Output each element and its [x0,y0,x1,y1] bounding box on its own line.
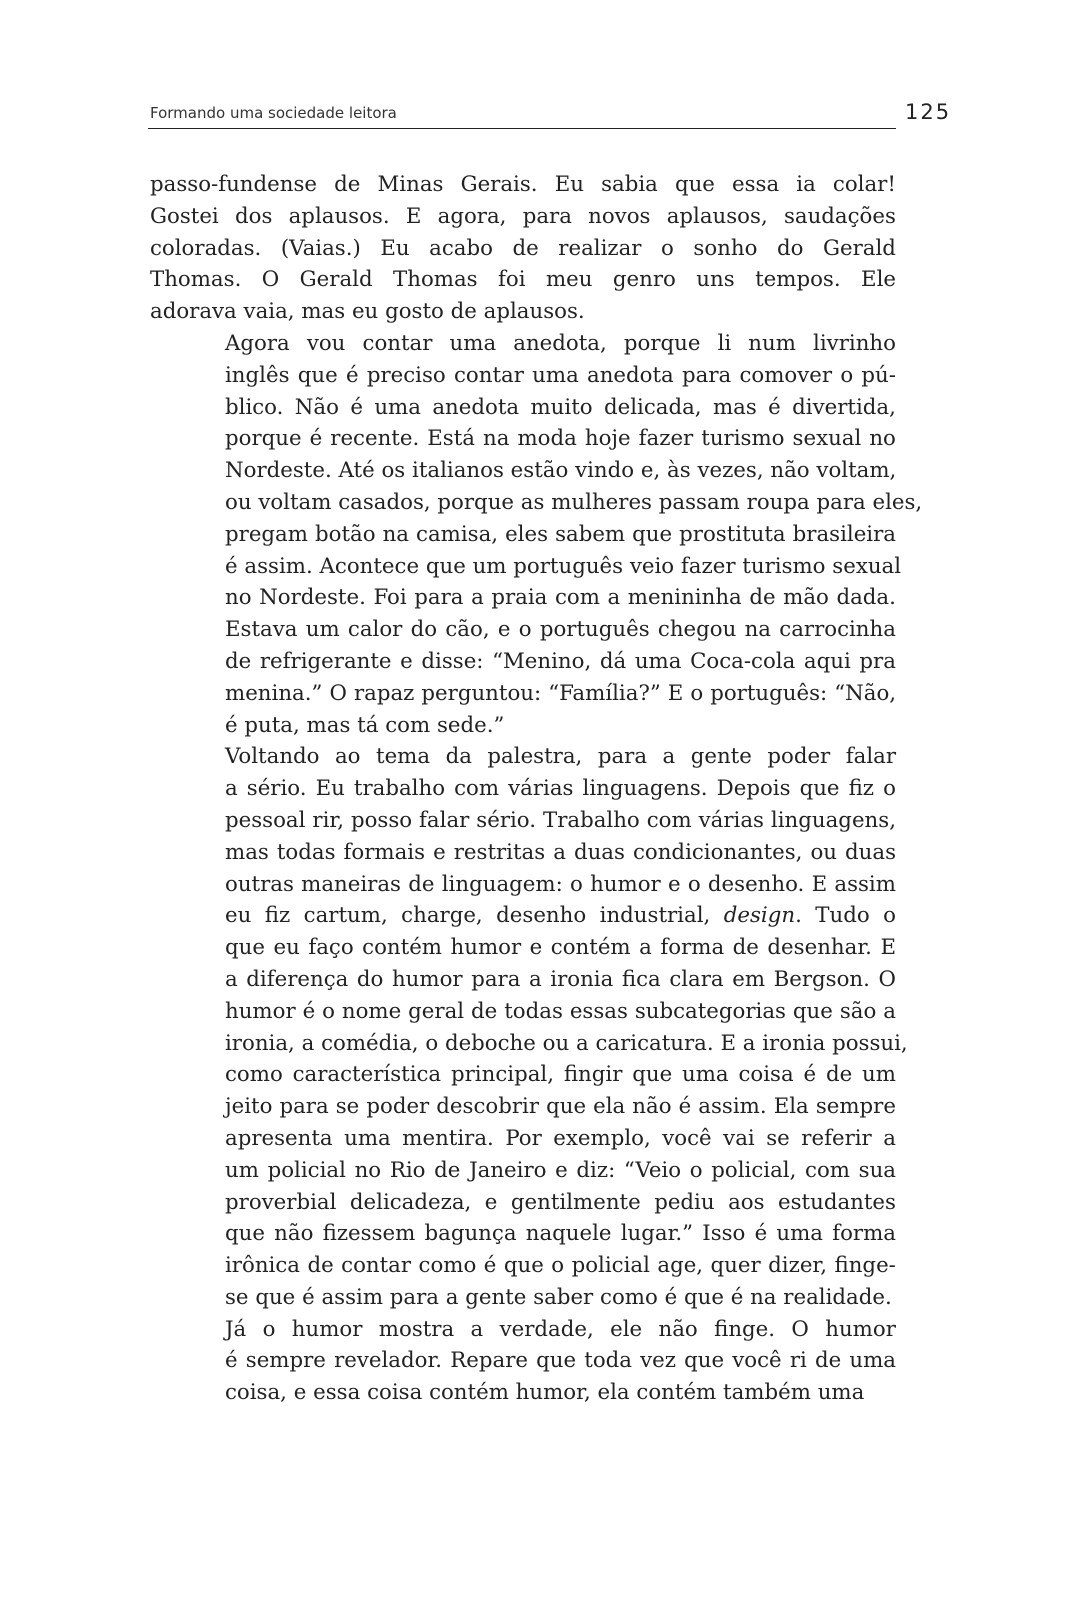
text-line: jeito para se poder descobrir que ela não é assim. Ela sempre [225,1094,896,1120]
text-line: Voltando ao tema da palestra, para a gente poder falar [225,744,897,770]
text-line: de refrigerante e disse: “Menino, dá uma Coca-cola aqui pra [225,648,896,674]
text-line: mas todas formais e restritas a duas condicionantes, ou duas [225,839,897,865]
text-line: menina.” O rapaz perguntou: “Família?” E o português: “Não, [225,680,897,706]
text-line: é sempre revelador. Repare que toda vez que você ri de uma [225,1348,896,1374]
text-line: se que é assim para a gente saber como é que é na realidade. [225,1284,892,1310]
text-line: é assim. Acontece que um português veio fazer turismo sexual [225,553,902,579]
running-header-title: Formando uma sociedade leitora [150,104,397,122]
text-line: que eu faço contém humor e contém a forma de desenhar. E [225,935,896,961]
text-line: irônica de contar como é que o policial age, quer dizer, finge- [225,1253,896,1279]
text-line: eu fiz cartum, charge, desenho industrial, design. Tudo o [225,903,896,929]
text-line: a diferença do humor para a ironia fica clara em Bergson. O [225,966,896,992]
running-header [148,102,896,129]
text-line: Thomas. O Gerald Thomas foi meu genro uns tempos. Ele [150,267,896,293]
text-line: humor é o nome geral de todas essas subcategorias que são a [225,998,896,1024]
text-line: é puta, mas tá com sede.” [225,712,505,738]
page-number: 125 [905,100,952,124]
text-line: inglês que é preciso contar uma anedota para comover o pú- [225,362,896,388]
text-line: blico. Não é uma anedota muito delicada, mas é divertida, [225,394,896,420]
text-line: Já o humor mostra a verdade, ele não finge. O humor [225,1316,896,1342]
paragraph [150,169,896,328]
text-line: proverbial delicadeza, e gentilmente pediu aos estudantes [225,1189,896,1215]
text-line: Gostei dos aplausos. E agora, para novos aplausos, saudações [150,203,896,229]
text-line: passo-fundense de Minas Gerais. Eu sabia que essa ia colar! [150,172,896,197]
text-line: Nordeste. Até os italianos estão vindo e, às vezes, não voltam, [225,458,897,484]
text-line: um policial no Rio de Janeiro e diz: “Veio o policial, com sua [225,1157,896,1183]
text-line: coloradas. (Vaias.) Eu acabo de realizar o sonho do Gerald [150,235,896,261]
text-line: outras maneiras de linguagem: o humor e o desenho. E assim [225,871,896,897]
body-text [150,169,923,1409]
text-line: pregam botão na camisa, eles sabem que prostituta brasileira [225,521,896,547]
text-line: que não fizessem bagunça naquele lugar.” Isso é uma forma [225,1221,896,1247]
text-line: coisa, e essa coisa contém humor, ela contém também uma [225,1380,865,1406]
text-line: pessoal rir, posso falar sério. Trabalho com várias linguagens, [225,807,896,833]
paragraph [150,1314,896,1409]
paragraph [150,741,908,1313]
text-line: Agora vou contar uma anedota, porque li num livrinho [225,330,896,356]
text-line: a sério. Eu trabalho com várias linguagens. Depois que fiz o [225,776,896,802]
text-line: ironia, a comédia, o deboche ou a caricatura. E a ironia possui, [225,1030,908,1056]
text-line: ou voltam casados, porque as mulheres passam roupa para eles, [225,489,923,515]
text-line: porque é recente. Está na moda hoje fazer turismo sexual no [225,426,896,452]
text-line: adorava vaia, mas eu gosto de aplausos. [150,299,585,325]
text-line: apresenta uma mentira. Por exemplo, você vai se referir a [225,1125,896,1151]
text-line: Estava um calor do cão, e o português chegou na carrocinha [225,617,896,643]
paragraph [150,328,923,741]
text-line: no Nordeste. Foi para a praia com a menininha de mão dada. [225,585,896,611]
text-line: como característica principal, fingir que uma coisa é de um [225,1062,896,1088]
